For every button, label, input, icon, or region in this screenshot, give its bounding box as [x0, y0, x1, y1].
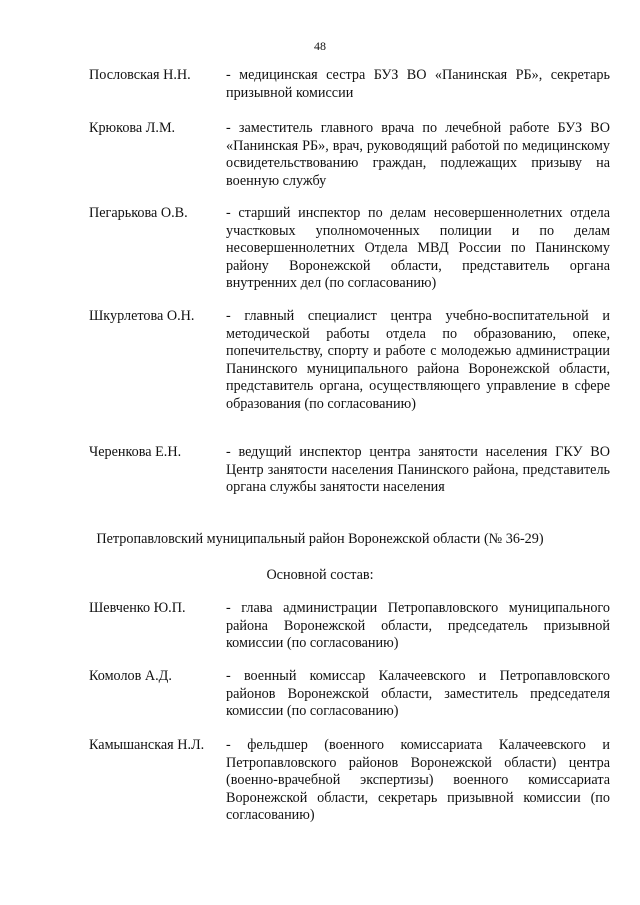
composition-subheading: Основной состав: [266, 567, 374, 583]
member-role: - старший инспектор по делам несовершеннолетних отдела участковых уполномоченных полиции и по делам несовершеннолетних Отдела МВД России по Панинскому району Воронежской области, представитель органа внутренних дел (по согласованию) [226, 205, 610, 292]
member-role: - ведущий инспектор центра занятости населения ГКУ ВО Центр занятости населения Панинского района, представитель органа службы занятости населения [226, 444, 610, 496]
member-role: - военный комиссар Калачеевского и Петропавловского районов Воронежской области, заместитель председателя комиссии (по согласованию) [226, 668, 610, 720]
member-name: Комолов А.Д. [89, 668, 172, 684]
page-number: 48 [314, 39, 326, 53]
member-role: - заместитель главного врача по лечебной работе БУЗ ВО «Панинская РБ», врач, руководящий работой по медицинскому освидетельствованию граждан, подлежащих призыву на военную службу [226, 120, 610, 189]
member-role: - глава администрации Петропавловского муниципального района Воронежской области, председатель призывной комиссии (по согласованию) [226, 600, 610, 652]
member-role: - медицинская сестра БУЗ ВО «Панинская РБ», секретарь призывной комиссии [226, 67, 610, 101]
member-role: - главный специалист центра учебно-воспитательной и методической работы отдела по образованию, опеке, попечительству, спорту и работе с молодежью администрации Панинского муниципального района Воронежской области, представитель органа, осуществляющего управление в сфере образования (по согласованию) [226, 308, 610, 412]
member-name: Шкурлетова О.Н. [89, 308, 195, 324]
district-heading: Петропавловский муниципальный район Воронежской области (№ 36-29) [96, 531, 544, 547]
member-name: Черенкова Е.Н. [89, 444, 182, 460]
member-name: Пословская Н.Н. [89, 67, 191, 83]
member-name: Крюкова Л.М. [89, 120, 176, 136]
member-name: Пегарькова О.В. [89, 205, 188, 221]
member-name: Камышанская Н.Л. [89, 737, 205, 753]
member-name: Шевченко Ю.П. [89, 600, 186, 616]
member-role: - фельдшер (военного комиссариата Калачеевского и Петропавловского районов Воронежской области) центра (военно-врачебной экспертизы) военного комиссариата Воронежской области, секретарь призывной комиссии (по согласованию) [226, 737, 610, 824]
